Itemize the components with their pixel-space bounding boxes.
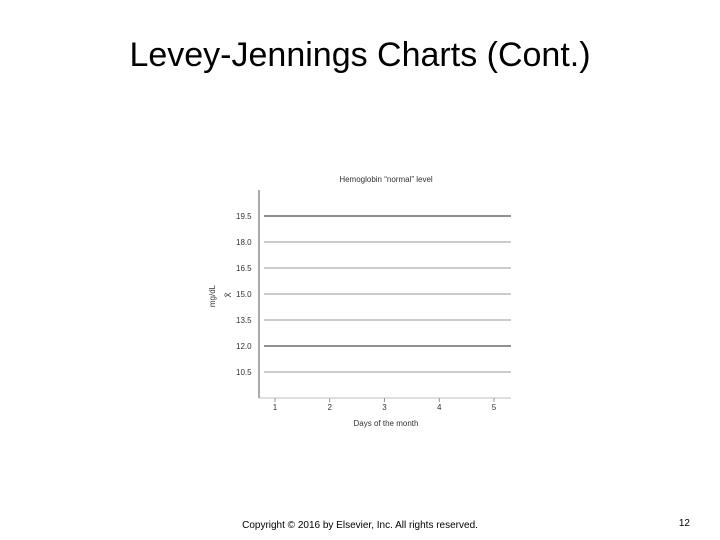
- x-ticks: [273, 398, 497, 412]
- copyright-text: Copyright © 2016 by Elsevier, Inc. All rights reserved.: [242, 520, 478, 531]
- x-axis-label: Days of the month: [353, 419, 419, 428]
- y-tick-label: 18.0: [236, 238, 252, 247]
- x-tick-label: 4: [437, 403, 442, 412]
- mean-symbol-label: X̄: [224, 292, 233, 298]
- y-tick-label: 10.5: [236, 368, 252, 377]
- chart-title: Hemoglobin “normal” level: [339, 175, 433, 184]
- y-tick-label: 19.5: [236, 212, 252, 221]
- y-tick-label: 15.0: [236, 290, 252, 299]
- y-tick-label: 13.5: [236, 316, 252, 325]
- chart-svg: [200, 168, 520, 438]
- x-tick-label: 3: [382, 403, 387, 412]
- x-tick-label: 1: [272, 403, 278, 412]
- slide-title: Levey-Jennings Charts (Cont.): [129, 36, 591, 74]
- levey-jennings-chart: [200, 168, 520, 438]
- y-tick-label: 16.5: [236, 264, 252, 273]
- y-grid-rows: [236, 212, 511, 377]
- page-number: 12: [678, 518, 690, 529]
- x-tick-label: 5: [491, 403, 497, 412]
- y-tick-label: 12.0: [236, 342, 252, 351]
- x-tick-label: 2: [327, 403, 332, 412]
- y-axis-label: mg/dL: [208, 284, 217, 308]
